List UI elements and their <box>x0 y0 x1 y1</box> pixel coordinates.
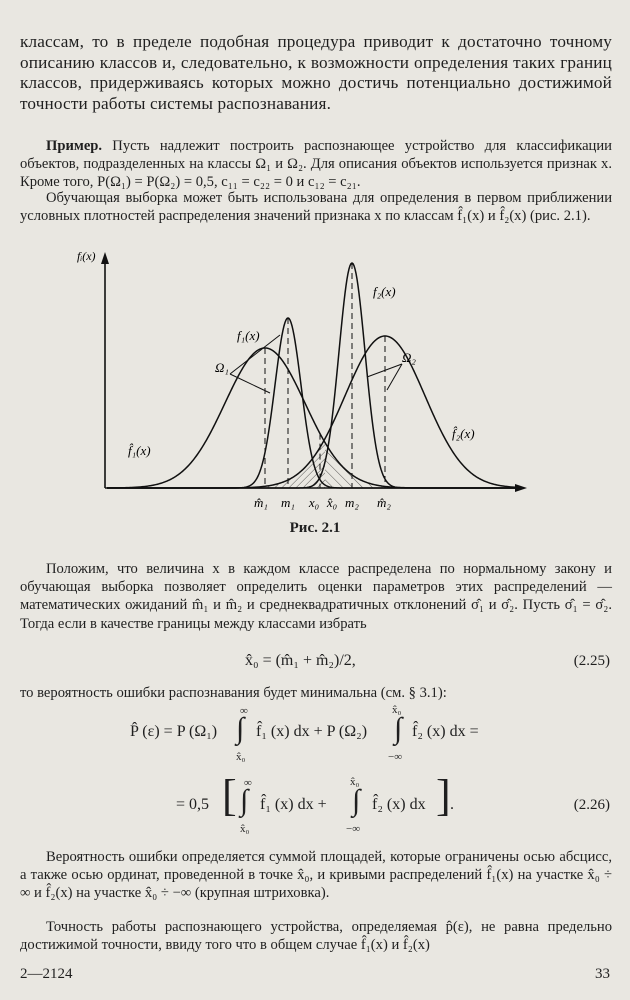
eq26-line2-int1-bottom: x̂₀ <box>240 823 250 835</box>
leader-omega2-b <box>387 364 402 390</box>
label-f1-hat: f̂₁(x) <box>128 443 151 458</box>
eq26-line2-mid: f̂₁ (x) dx + <box>260 796 327 813</box>
tick-m2-hat: m̂₂ <box>377 495 391 510</box>
right-bracket: ] <box>436 771 451 820</box>
paragraph-intro: классам, то в пределе подобная процедура приводит к достаточно точному описанию классов и, следовательно, к возможности определения таких границ классов, придерживаясь которых можно достичь потенциально достижимой точности работы системы распознавания. <box>20 32 612 113</box>
eq26-line1-rhs: f̂₂ (x) dx = <box>412 723 479 740</box>
figure-caption: Рис. 2.1 <box>289 520 341 536</box>
footer-signature: 2—2124 <box>20 966 73 982</box>
eq26-line2-int2-bottom: −∞ <box>346 823 361 835</box>
tick-m2: m₂ <box>345 495 359 510</box>
paragraph-example <box>20 137 612 192</box>
eq26-line2-int2-top: x̂₀ <box>350 776 360 788</box>
eq26-line1-lhs: P̂ (ε) = P (Ω₁) <box>130 723 218 740</box>
tick-m1: m₁ <box>281 495 295 510</box>
leader-omega2-a <box>367 364 402 377</box>
tick-x0: x₀ <box>308 495 320 510</box>
density-curves <box>107 263 515 488</box>
equation-2-26-number: (2.26) <box>573 797 610 813</box>
page-number: 33 <box>595 966 610 982</box>
label-omega2: Ω₂ <box>402 350 416 365</box>
paragraph-accuracy: Точность работы распознающего устройства, определяемая p̂(ε), не равна предельно достижимой точности, ввиду того что в общем случае f̂₁(x) и f̂₂(x) <box>20 919 612 954</box>
hatch-f1-right <box>325 443 425 488</box>
eq26-line1-mid: f̂₁ (x) dx + P (Ω₂) <box>256 723 368 740</box>
y-axis-arrow <box>101 252 109 264</box>
label-f2-hat: f̂₂(x) <box>452 426 475 441</box>
left-bracket: [ <box>222 771 237 820</box>
paragraph-error-areas: Вероятность ошибки определяется суммой площадей, которые ограничены осью абсцисс, а также осью ординат, проведенной в точке x̂₀, и кривыми распределений f̂₁(x) на участке x̂₀ ÷ ∞ и f̂₂(x) на участке x̂₀ ÷ −∞ (крупная штриховка). <box>20 849 612 902</box>
eq26-line2-lhs: = 0,5 <box>176 796 210 813</box>
integral-sign: ∫ <box>394 712 403 745</box>
tick-m1-hat: m̂₁ <box>254 495 268 510</box>
integral-sign: ∫ <box>240 784 249 817</box>
eq26-line1-int2-bottom: −∞ <box>388 751 403 763</box>
label-f2: f₂(x) <box>373 284 396 299</box>
trailing-period: . <box>450 796 454 813</box>
eq26-line2-int1-top: ∞ <box>244 777 252 789</box>
leader-omega1-a <box>230 374 270 393</box>
paragraph-training-sample: Обучающая выборка может быть использована для определения в первом приближении условных плотностей распределения значений признака x по классам f̂₁(x) и f̂₂(x) (рис. 2.1). <box>20 190 612 225</box>
integral-sign: ∫ <box>352 784 361 817</box>
label-f1: f₁(x) <box>237 328 260 343</box>
paragraph-normal-law: Положим, что величина x в каждом классе распределена по нормальному закону и обучающая выборка позволяет определить оценки параметров этих распределений — математических ожиданий m̂₁ и m̂₂ и среднеквадратичных отклонений σ̂₁ и σ̂₂. Пусть σ̂₁ = σ̂₂. Тогда если в качестве границы между классами избрать <box>20 561 612 632</box>
error-area-hatching <box>205 439 425 488</box>
eq26-line2-rhs: f̂₂ (x) dx <box>372 796 426 813</box>
figure-2-1 <box>77 249 535 515</box>
eq26-line1-int1-top: ∞ <box>240 705 248 717</box>
example-label: Пример. <box>46 138 103 154</box>
x-axis-arrow <box>515 484 527 492</box>
equation-2-25: x̂₀ = (m̂₁ + m̂₂)/2, <box>245 652 356 669</box>
example-text: Пусть надлежит построить распознающее устройство для классификации объектов, подразделенных на классы Ω₁ и Ω₂. Для описания объектов используется признак x. Кроме того, P(Ω₁) = P(Ω₂) = 0,5, c₁₁ = c₂₂ = 0 и c₁₂ = c₂₁. <box>20 138 612 191</box>
eq26-line1-int1-bottom: x̂₀ <box>236 751 246 763</box>
equation-2-25-number: (2.25) <box>573 653 610 669</box>
tick-x0-hat: x̂₀ <box>326 495 338 510</box>
y-axis-label: fᵢ(x) <box>77 249 96 263</box>
eq26-line1-int2-top: x̂₀ <box>392 704 402 716</box>
integral-sign: ∫ <box>236 712 245 745</box>
paragraph-min-error: то вероятность ошибки распознавания будет минимальна (см. § 3.1): <box>20 685 447 701</box>
label-omega1: Ω₁ <box>215 360 229 375</box>
